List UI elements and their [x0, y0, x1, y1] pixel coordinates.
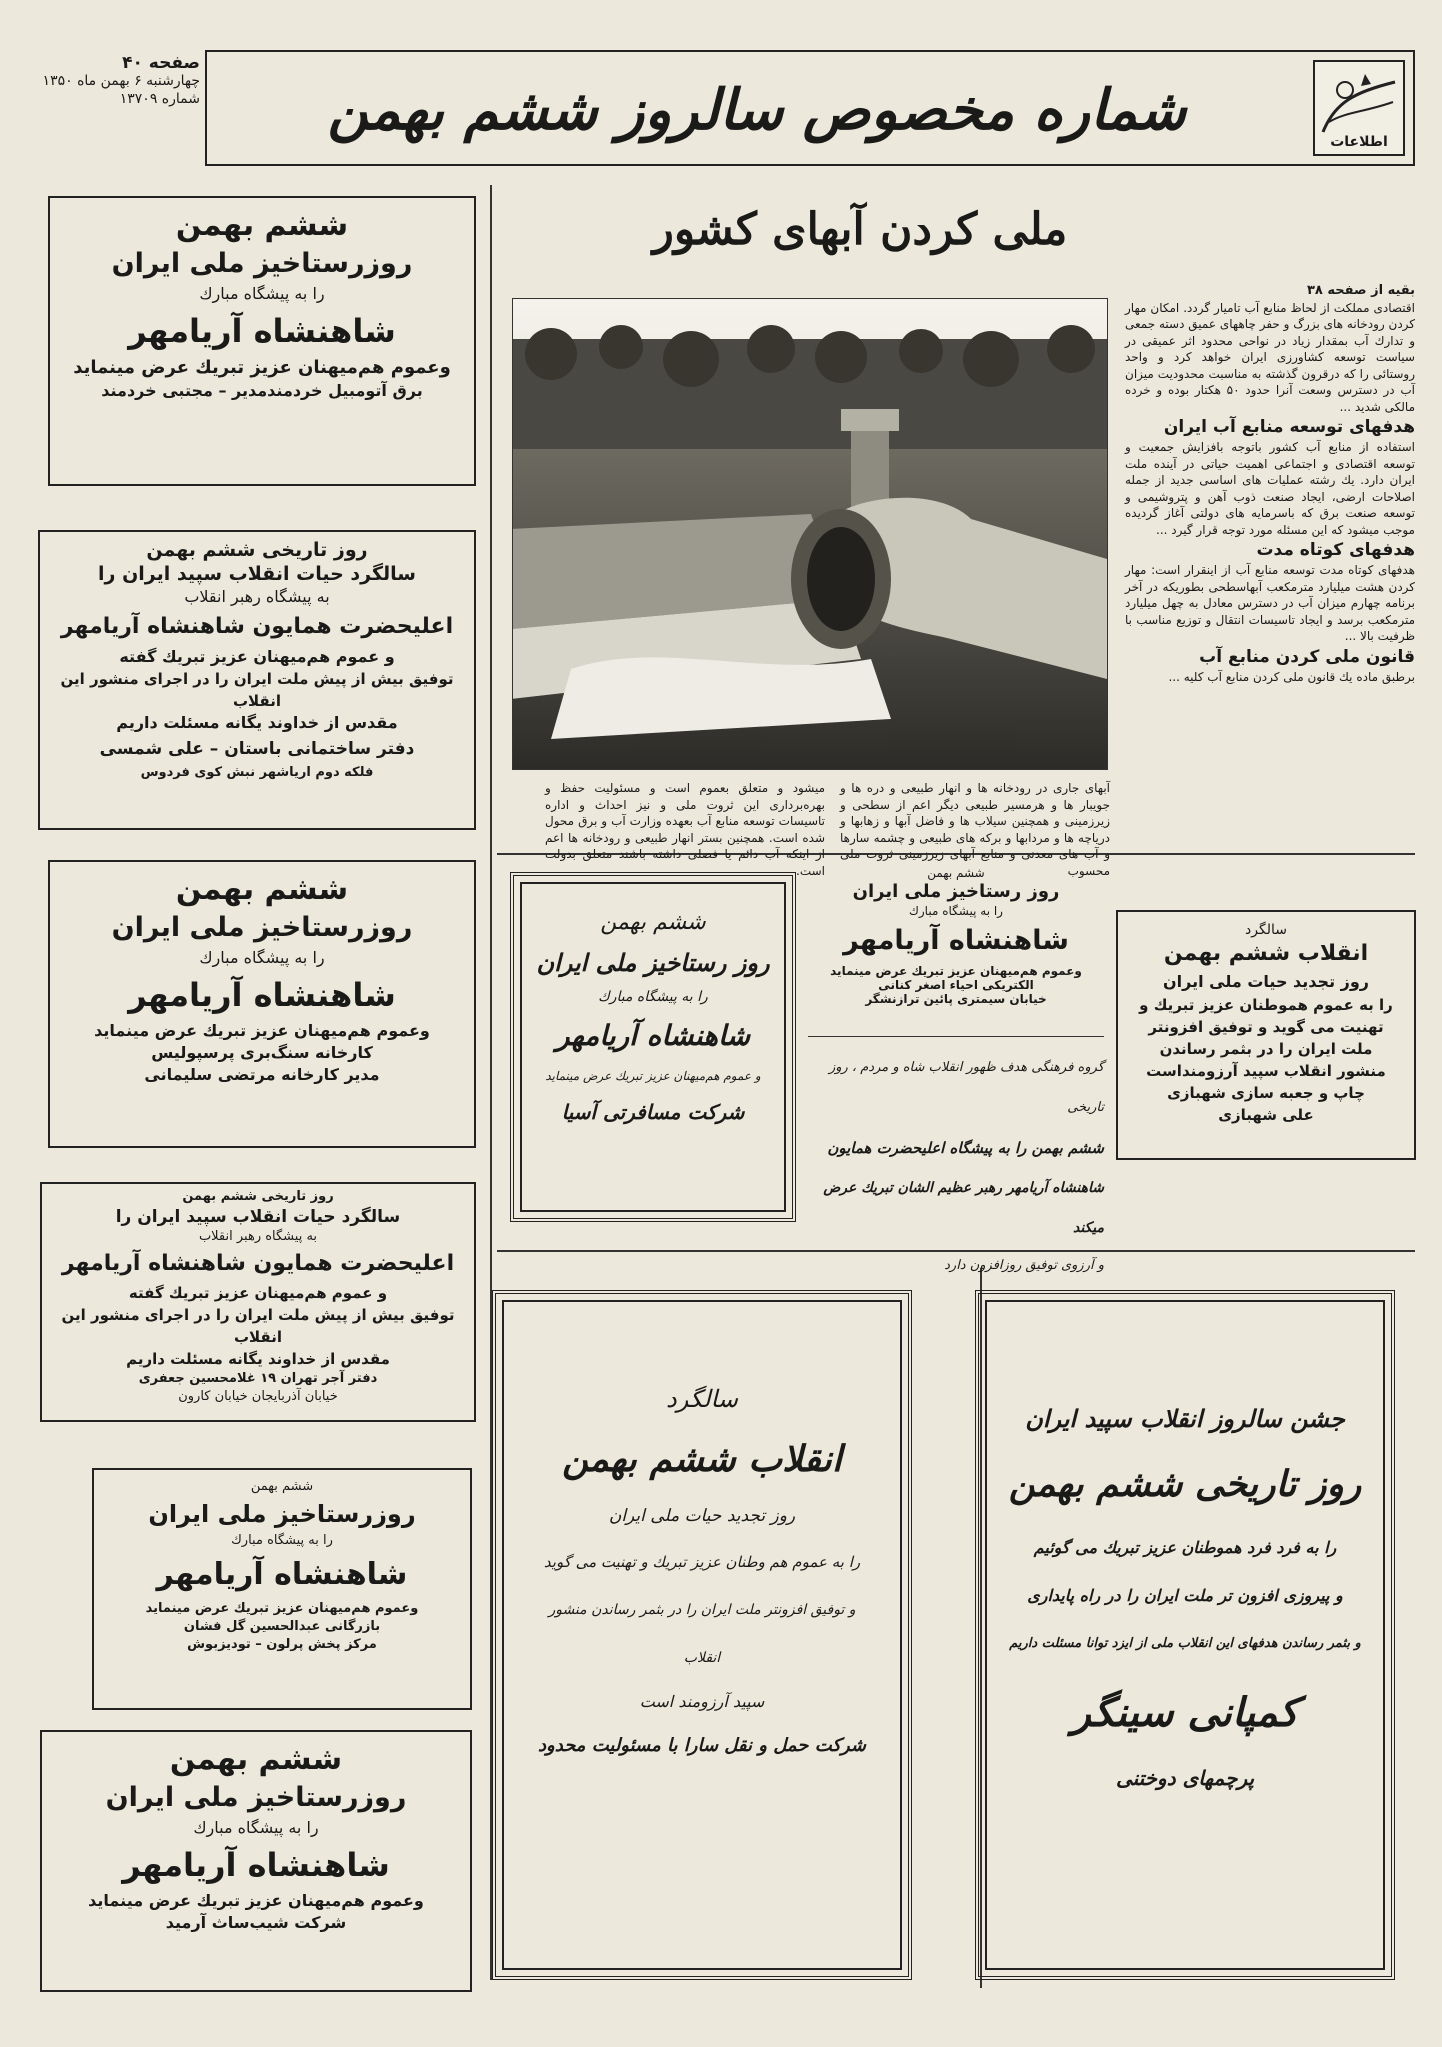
ad-line: را به پیشگاه مبارك [199, 948, 325, 967]
ad-block [40, 1182, 476, 1422]
ad-line: شاهنشاه آریامهر [156, 1557, 408, 1592]
ad-line: سالگرد حیات انقلاب سپید ایران را [98, 563, 416, 585]
divider [808, 1036, 1104, 1037]
ad-line: وعموم هم‌میهنان عزیز تبریك عرض مینماید [88, 1891, 424, 1910]
ad-line: علی شهبازی [1218, 1106, 1314, 1124]
ad-line: خیابان آذربایجان خیابان کارون [178, 1389, 338, 1404]
ad-line: فلکه دوم اریاشهر نبش کوی فردوس [140, 765, 374, 780]
ad-line: سالگرد [1245, 922, 1287, 938]
article-continued: بقیه از صفحه ۳۸ [1307, 283, 1415, 298]
article-headline: ملی کردن آبهای کشور [652, 204, 1068, 255]
ad-block [40, 1730, 472, 1992]
ad-line: روز تاریخی ششم بهمن [182, 1189, 334, 1204]
ad-line: ملت ایران را در بثمر رساندن [1159, 1040, 1373, 1058]
ad-line: الکتریکی احیاء اصغر کنانی [878, 978, 1034, 992]
ad-line: توفیق بیش از پیش ملت ایران را در اجرای منشور این انقلاب [61, 1306, 455, 1346]
ad-line: روزرستاخیز ملی ایران [148, 1500, 416, 1528]
ad-line: کارخانه سنگ‌بری پرسپولیس [151, 1043, 373, 1062]
ad-line: شرکت شیب‌ساث آرمید [165, 1913, 347, 1932]
ad-line: پرچمهای دوختنی [1115, 1766, 1255, 1790]
water-pipe-photo-icon [512, 299, 1107, 770]
ad-line: را به عموم هم وطنان عزیز تبریك و تهنیت می گوید [543, 1553, 861, 1571]
ad-line: شاهنشاه آریامهر [128, 312, 396, 350]
ad-line: بازرگانی عبدالحسین گل فشان [183, 1619, 381, 1634]
logo-text: اطلاعات [1330, 134, 1388, 150]
ad-line: را به فرد فرد هموطنان عزیز تبریك می گوئیم [1033, 1538, 1337, 1557]
ad-line: را به پیشگاه مبارك [199, 284, 325, 303]
ad-line: شرکت حمل و نقل سارا با مسئولیت محدود [538, 1735, 866, 1756]
ad-line: وعموم هم‌میهنان عزیز تبریك عرض مینماید [830, 964, 1082, 978]
ad-line: سپید آرزومند است [639, 1692, 765, 1711]
ad-line: وعموم هم‌میهنان عزیز تبریك عرض مینماید [94, 1021, 430, 1040]
ad-line: ششم بهمن [175, 872, 349, 907]
ad-line: روزرستاخیز ملی ایران [111, 912, 413, 943]
article-paragraph: برطبق ماده یك قانون ملی کردن منابع آب کلیه ... [1168, 669, 1415, 684]
newspaper-logo [1313, 60, 1405, 156]
ad-line: گروه فرهنگی هدف ظهور انقلاب شاه و مردم ، روز تاریخی [828, 1060, 1104, 1115]
ad-line: مرکز پخش پرلون – تودیزبوش [187, 1637, 377, 1652]
ad-line: را به پیشگاه مبارك [193, 1818, 319, 1837]
ad-line: ششم بهمن [169, 1742, 343, 1777]
ad-line: شاهنشاه آریامهر [555, 1019, 751, 1052]
ad-line: را به پیشگاه مبارك [598, 989, 708, 1005]
ad-line: و عموم هم‌میهنان عزیز تبریك عرض مینماید [545, 1069, 761, 1083]
ad-line: و پیروزی افزون تر ملت ایران را در راه پایداری [1027, 1586, 1343, 1605]
ad-block [1116, 910, 1416, 1160]
ad-line: روز تجدید حیات ملی ایران [1162, 972, 1370, 991]
ad-line: اعلیحضرت همایون شاهنشاه آریامهر [61, 1251, 455, 1276]
ad-line: مقدس از خداوند یگانه مسئلت داریم [126, 1350, 390, 1368]
ad-line: روز تجدید حیات ملی ایران [608, 1506, 796, 1526]
article-subheading: هدفهای کوتاه مدت [1256, 540, 1415, 560]
ad-line: روز تاریخی ششم بهمن [146, 539, 368, 561]
ad-line: شاهنشاه آریامهر [843, 925, 1069, 956]
ad-line: را به پیشگاه مبارك [909, 904, 1003, 918]
ad-block [48, 196, 476, 486]
ad-line: انقلاب ششم بهمن [562, 1438, 842, 1480]
ad-line: را به پیشگاه مبارك [231, 1533, 333, 1548]
ad-block [48, 860, 476, 1148]
ad-line: چاپ و جعبه سازی شهبازی [1167, 1084, 1365, 1102]
ad-line: روزرستاخیز ملی ایران [111, 248, 413, 279]
ad-line: و بثمر رساندن هدفهای این انقلاب ملی از ایزد توانا مسئلت داریم [1009, 1636, 1361, 1651]
article-photo [512, 298, 1108, 770]
ad-line: روز رستاخیز ملی ایران [536, 948, 770, 977]
article-paragraph: هدفهای کوتاه مدت توسعه منابع آب از اینقرار است: مهار کردن هشت میلیارد مترمکعب آبهاسطحی بطوریکه در آخر برنامه چهارم میزان آب در دسترس معادل به چهل میلیارد مترمکعب برسد و ایجاد تاسیسات انتقال و توزیع مناسب با ظرفیت بالا ... [1125, 563, 1415, 643]
article-subheading: هدفهای توسعه منابع آب ایران [1163, 417, 1415, 437]
ad-line: روز رستاخیز ملی ایران [852, 881, 1060, 902]
masthead-title: شماره مخصوص سالروز ششم بهمن [327, 77, 1187, 143]
ad-line: برق آتومبیل خردمندمدیر – مجتبی خردمند [101, 381, 423, 400]
ad-line: مقدس از خداوند یگانه مسئلت داریم [116, 713, 398, 732]
ad-line: مدیر کارخانه مرتضی سلیمانی [144, 1065, 380, 1084]
ad-line: روزرستاخیز ملی ایران [105, 1782, 407, 1813]
ad-line: و آرزوی توفیق روزافزون دارد [944, 1258, 1104, 1273]
ad-line: وعموم هم‌میهنان عزیز تبریك عرض مینماید [73, 357, 451, 378]
ad-line: ششم بهمن [250, 1479, 314, 1494]
ad-line: سالگرد حیات انقلاب سپید ایران را [115, 1207, 401, 1227]
ad-line: ششم بهمن [927, 866, 985, 880]
ad-line: به پیشگاه رهبر انقلاب [184, 587, 330, 606]
article-paragraph: استفاده از منابع آب کشور باتوجه بافزایش جمعیت و توسعه اقتصادی و اجتماعی اهمیت حیاتی در آینده ملت ایران دارد. یك رشته عملیات های اساسی جدید از جمله اصلاحات ارضی، ایجاد صنعت ذوب آهن و پتروشیمی و توسعه صنعت برق که باسرمایه های دولتی آغاز گردیده موجب میشود که این مسئله مورد توجه قرار گیرد ... [1125, 440, 1415, 537]
article-paragraph: اقتصادی مملکت از لحاظ منابع آب تامیار گردد. امکان مهار کردن رودخانه های بزرگ و حفر چاههای عمیق دسته جمعی و تدارك آب بمقدار زیاد در نواحی محدود اثر عمیقی در سیاست توسعه کشاورزی ایران خواهد کرد و واحد روستائی را که درقرون گذشته به مناسبت محدودیت میزان آب در دسترس وسعت آنرا حدود ۵۰ هکتار بوده و خرده مالکی شدید ... [1125, 300, 1415, 414]
page-info [40, 54, 200, 108]
ad-line: و توفیق افزونتر ملت ایران را در بثمر رساندن منشور انقلاب [548, 1602, 856, 1666]
ad-line: ششم بهمن را به پیشگاه اعلیحضرت همایون [827, 1139, 1104, 1157]
ad-line: دفتر ساختمانی باستان – علی شمسی [99, 739, 415, 759]
ad-block-ornate [975, 1290, 1395, 1980]
ad-line: روز تاریخی ششم بهمن [1008, 1463, 1362, 1505]
ad-line: و عموم هم‌میهنان عزیز تبریك گفته [128, 1284, 388, 1302]
ad-line: تهنیت می گوید و توفیق افزونتر [1148, 1018, 1384, 1036]
ad-line: شاهنشاه آریامهر رهبر عظیم الشان تبریك عرض میکند [823, 1180, 1104, 1236]
ad-line: جشن سالروز انقلاب سپید ایران [1025, 1404, 1345, 1433]
ad-line: ششم بهمن [600, 910, 706, 935]
ad-block [38, 530, 476, 830]
ad-line: شاهنشاه آریامهر [128, 976, 396, 1014]
ad-block [92, 1468, 472, 1710]
ad-line: ششم بهمن [175, 208, 349, 243]
ad-line: کمپانی سینگر [1071, 1689, 1299, 1736]
ad-block-ornate [510, 872, 796, 1222]
ad-line: خیابان سیمتری پائین ترازنشگر [865, 992, 1047, 1006]
issue-date: چهارشنبه ۶ بهمن ماه ۱۳۵۰ [42, 73, 200, 89]
ad-line: توفیق بیش از پیش ملت ایران را در اجرای منشور این انقلاب [60, 670, 454, 710]
ad-line: انقلاب ششم بهمن [1163, 941, 1369, 966]
page-number: صفحه ۴۰ [122, 53, 200, 73]
ad-line: منشور انقلاب سپید آرزومنداست [1146, 1062, 1386, 1080]
ad-line: اعلیحضرت همایون شاهنشاه آریامهر [60, 614, 454, 639]
ad-line: دفتر آجر تهران ۱۹ غلامحسین جعفری [138, 1371, 378, 1386]
ad-line: به پیشگاه رهبر انقلاب [198, 1229, 318, 1244]
issue-number: شماره ۱۳۷۰۹ [119, 91, 200, 107]
photo-caption: میشود و متعلق بعموم است و مسئولیت حفظ و بهره‌برداری این ثروت ملی و نیز احداث و اداره تاسیسات توسعه منابع آب بعهده وزارت آب و برق محول شده است. همچنین بستر انهار طبیعی و رودخانه ها اعم از اینکه آب دائم یا فصلی داشته باشند متعلق بدولت است. [545, 781, 825, 878]
handwritten-ad [808, 1048, 1104, 1273]
masthead [205, 50, 1415, 166]
ad-line: وعموم هم‌میهنان عزیز تبریك عرض مینماید [145, 1601, 419, 1616]
ad-block-ornate [492, 1290, 912, 1980]
ad-line: شاهنشاه آریامهر [122, 1846, 390, 1884]
article-body [1125, 283, 1415, 685]
ad-line: را به عموم هموطنان عزیز تبریك و [1139, 996, 1393, 1014]
photo-caption: آبهای جاری در رودخانه ها و انهار طبیعی و دره ها و جویبار ها و هرمسیر طبیعی دیگر اعم از سطحی و زیرزمینی و همچنین سیلاب ها و فاضل آبها و زهابها و دریاچه ها و مردابها و برکه های طبیعی و چشمه سارها و آب های معدنی و منابع آبهای زیرزمینی ثروت ملی محسوب [840, 781, 1110, 878]
ad-line: و عموم هم‌میهنان عزیز تبریك گفته [119, 647, 395, 666]
article-subheading: قانون ملی کردن منابع آب [1199, 646, 1415, 667]
ad-line: سالگرد [666, 1385, 738, 1413]
ad-block [808, 866, 1104, 1026]
ad-line: شرکت مسافرتی آسیا [561, 1100, 745, 1124]
